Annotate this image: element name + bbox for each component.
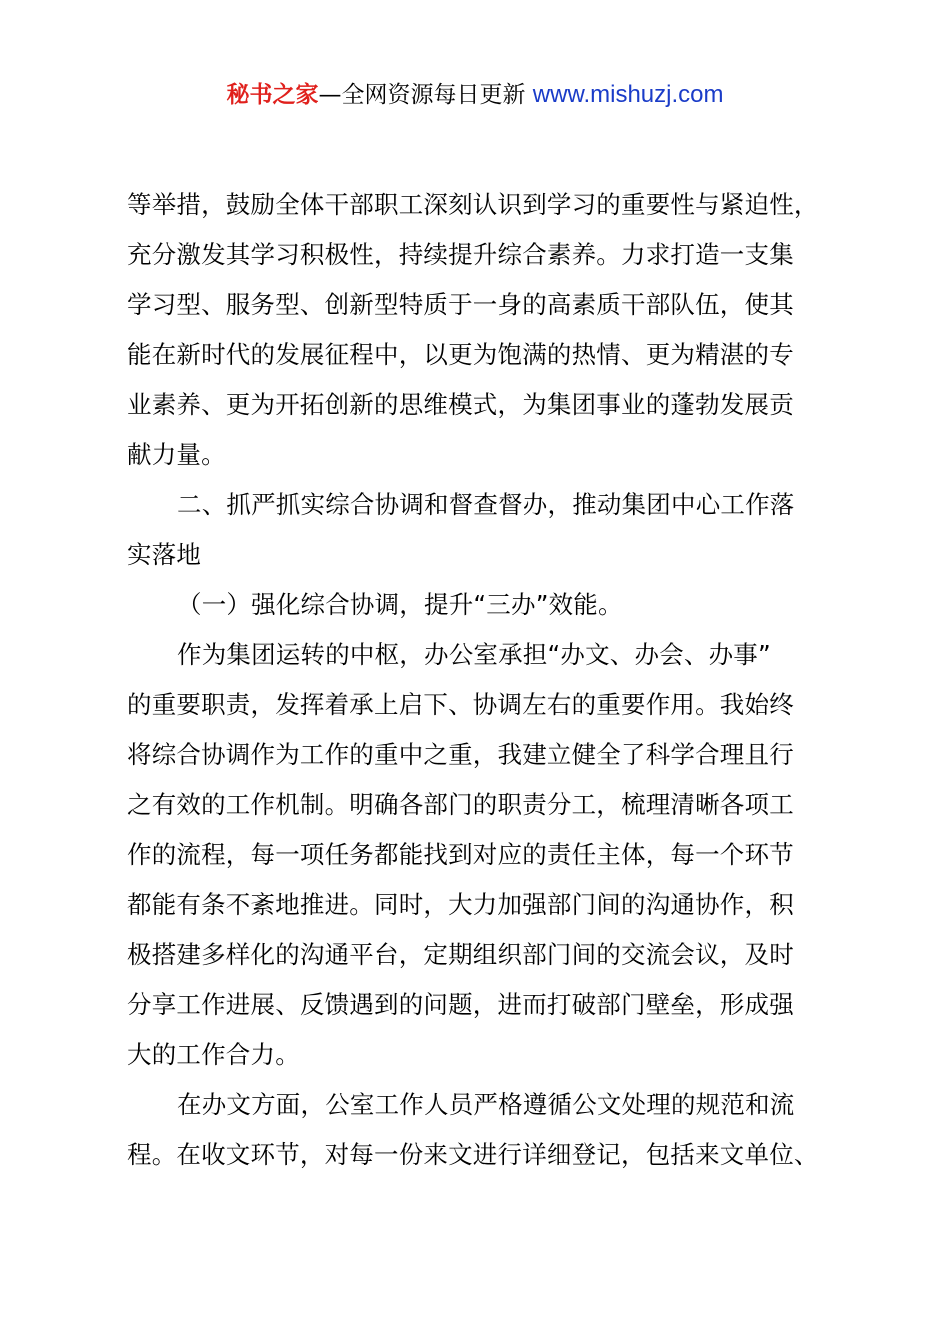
section-heading-cont: 实落地 <box>127 540 202 569</box>
text-line: 在办文方面，公室工作人员严格遵循公文处理的规范和流 <box>177 1090 795 1119</box>
text-line: 等举措，鼓励全体干部职工深刻认识到学习的重要性与紧迫性， <box>127 190 819 219</box>
text-line: 献力量。 <box>127 440 226 469</box>
text-line: 能在新时代的发展征程中，以更为饱满的热情、更为精湛的专 <box>127 340 794 369</box>
site-url[interactable]: www.mishuzj.com <box>532 81 724 108</box>
text-line: 学习型、服务型、创新型特质于一身的高素质干部队伍，使其 <box>127 290 794 319</box>
header-tagline: —全网资源每日更新 <box>318 82 533 108</box>
text-line: 程。在收文环节，对每一份来文进行详细登记，包括来文单位、 <box>127 1140 819 1169</box>
text-line: 之有效的工作机制。明确各部门的职责分工，梳理清晰各项工 <box>127 790 794 819</box>
text-line: 作为集团运转的中枢，办公室承担“办文、办会、办事” <box>177 640 771 669</box>
text-line: 充分激发其学习积极性，持续提升综合素养。力求打造一支集 <box>127 240 794 269</box>
page-header <box>0 78 950 112</box>
section-heading: 二、抓严抓实综合协调和督查督办，推动集团中心工作落 <box>177 490 795 519</box>
text-line: 极搭建多样化的沟通平台，定期组织部门间的交流会议，及时 <box>127 940 794 969</box>
text-line: 分享工作进展、反馈遇到的问题，进而打破部门壁垒，形成强 <box>127 990 794 1019</box>
text-line: 都能有条不紊地推进。同时，大力加强部门间的沟通协作，积 <box>127 890 794 919</box>
subsection-heading: （一）强化综合协调，提升“三办”效能。 <box>177 590 623 619</box>
text-line: 将综合协调作为工作的重中之重，我建立健全了科学合理且行 <box>127 740 794 769</box>
text-line: 大的工作合力。 <box>127 1040 300 1069</box>
brand-name: 秘书之家 <box>226 82 319 108</box>
text-line: 作的流程，每一项任务都能找到对应的责任主体，每一个环节 <box>127 840 794 869</box>
text-line: 的重要职责，发挥着承上启下、协调左右的重要作用。我始终 <box>127 690 794 719</box>
text-line: 业素养、更为开拓创新的思维模式，为集团事业的蓬勃发展贡 <box>127 390 794 419</box>
document-body <box>127 180 837 1180</box>
